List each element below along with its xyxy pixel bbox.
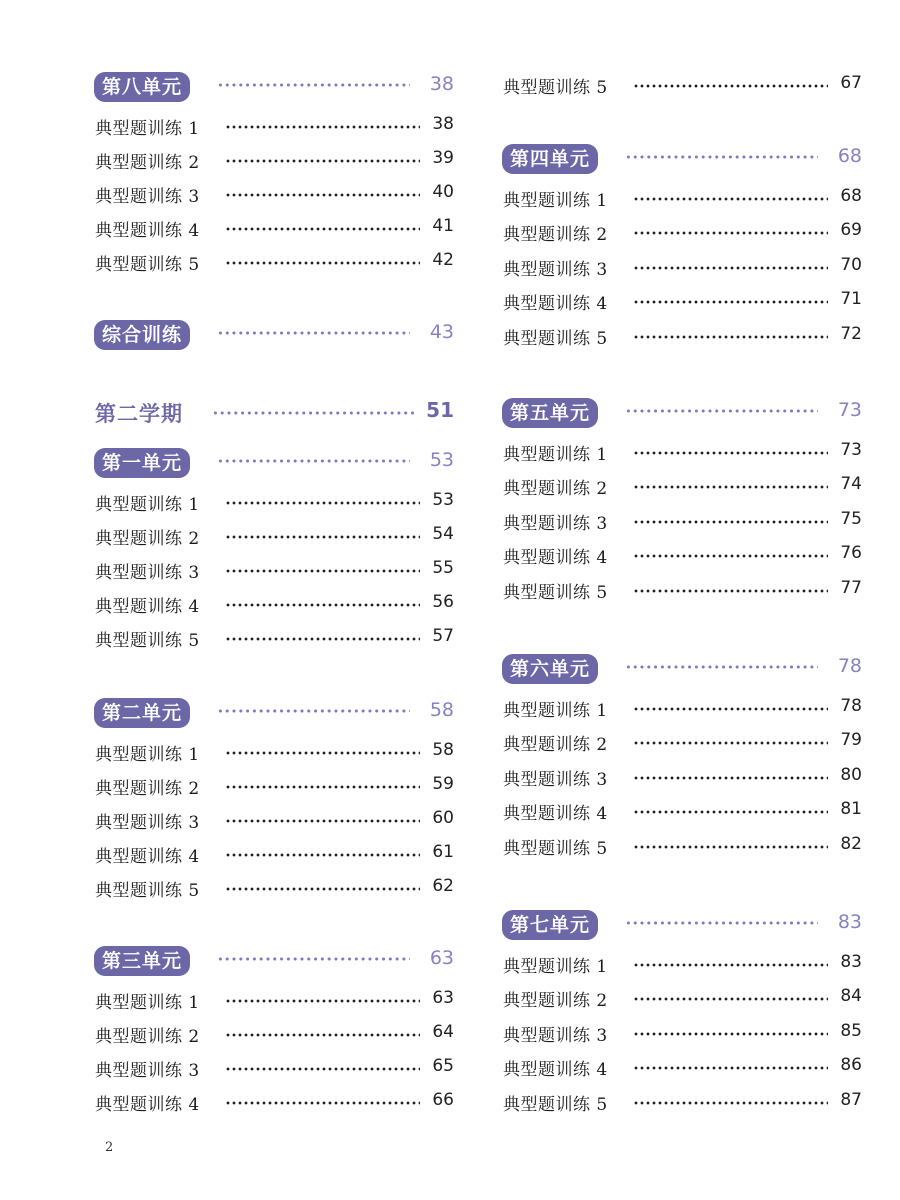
toc-entry[interactable] (92, 114, 454, 144)
entry-page-number: 83 (840, 952, 862, 972)
entry-page-number: 65 (432, 1056, 454, 1076)
toc-entry[interactable] (500, 289, 862, 319)
entry-page-number: 59 (432, 774, 454, 794)
entry-page-number: 81 (840, 799, 862, 820)
dot-leader (625, 409, 818, 413)
dot-leader (633, 776, 828, 780)
toc-entry[interactable] (92, 808, 454, 838)
dot-leader (633, 997, 828, 1001)
toc-entry[interactable] (92, 524, 454, 554)
entry-label: 典型题训练 3 (503, 259, 608, 280)
entry-label: 典型题训练 4 (503, 804, 608, 825)
entry-label: 典型题训练 5 (503, 328, 608, 349)
toc-entry[interactable] (500, 730, 862, 760)
entry-label: 典型题训练 3 (503, 769, 608, 790)
entry-label: 典型题训练 3 (95, 187, 200, 207)
dot-leader (633, 197, 828, 201)
toc-entry[interactable] (92, 250, 454, 280)
dot-leader (225, 603, 420, 607)
dot-leader (633, 554, 828, 558)
entry-page-number: 55 (432, 558, 454, 578)
entry-page-number: 80 (840, 764, 862, 785)
entry-page-number: 58 (432, 740, 454, 760)
dot-leader (212, 411, 414, 415)
entry-label: 典型题训练 2 (95, 1027, 200, 1047)
entry-page-number: 53 (432, 490, 454, 510)
entry-page-number: 63 (432, 988, 454, 1008)
dot-leader (633, 266, 828, 270)
dot-leader (225, 853, 420, 857)
unit-page-number: 43 (429, 321, 454, 343)
entry-page-number: 72 (840, 323, 862, 344)
entry-label: 典型题训练 2 (503, 479, 608, 500)
dot-leader (633, 741, 828, 745)
toc-entry[interactable] (500, 474, 862, 504)
entry-page-number: 85 (840, 1020, 862, 1041)
dot-leader (217, 957, 410, 961)
entry-label: 典型题训练 3 (503, 513, 608, 534)
dot-leader (633, 300, 828, 304)
dot-leader (633, 485, 828, 489)
entry-page-number: 84 (840, 986, 862, 1007)
entry-label: 典型题训练 2 (503, 991, 608, 1012)
entry-label: 典型题训练 1 (95, 119, 200, 139)
unit-heading[interactable] (500, 144, 862, 180)
entry-label: 典型题训练 5 (95, 255, 200, 275)
unit-heading[interactable] (92, 448, 454, 484)
toc-entry[interactable] (500, 1021, 862, 1051)
entry-page-number: 42 (432, 250, 454, 270)
dot-leader (217, 83, 410, 87)
entry-page-number: 67 (840, 73, 862, 93)
unit-page-number: 83 (837, 911, 862, 933)
dot-leader (633, 707, 828, 711)
entry-page-number: 41 (432, 216, 454, 236)
dot-leader (217, 459, 410, 463)
dot-leader (225, 637, 420, 641)
unit-page-number: 78 (837, 655, 862, 677)
entry-label: 典型题训练 4 (503, 294, 608, 315)
entry-label: 典型题训练 4 (95, 597, 200, 617)
dot-leader (625, 921, 818, 925)
dot-leader (633, 520, 828, 524)
dot-leader (217, 331, 410, 335)
entry-page-number: 66 (432, 1090, 454, 1110)
toc-entry[interactable] (500, 799, 862, 829)
unit-page-number: 53 (429, 449, 454, 471)
unit-badge: 第七单元 (502, 910, 598, 940)
toc-entry[interactable] (500, 543, 862, 573)
dot-leader (225, 159, 420, 163)
entry-label: 典型题训练 4 (95, 1095, 200, 1115)
entry-page-number: 54 (432, 524, 454, 544)
unit-badge: 第八单元 (94, 72, 190, 102)
toc-entry[interactable] (500, 578, 862, 608)
entry-label: 典型题训练 2 (95, 779, 200, 799)
entry-page-number: 74 (840, 474, 862, 495)
dot-leader (217, 709, 410, 713)
toc-entry[interactable] (92, 740, 454, 770)
entry-label: 典型题训练 3 (503, 1025, 608, 1046)
dot-leader (225, 785, 420, 789)
toc-entry[interactable] (92, 592, 454, 622)
dot-leader (225, 261, 420, 265)
page-number: 2 (105, 1140, 114, 1155)
unit-heading[interactable] (92, 72, 454, 108)
entry-label: 典型题训练 2 (95, 529, 200, 549)
entry-page-number: 61 (432, 842, 454, 862)
unit-badge: 第二单元 (94, 698, 190, 728)
toc-entry[interactable] (500, 440, 862, 470)
unit-page-number: 38 (429, 73, 454, 95)
entry-label: 典型题训练 3 (95, 1061, 200, 1081)
entry-page-number: 79 (840, 730, 862, 751)
toc-entry[interactable] (500, 186, 862, 216)
dot-leader (225, 193, 420, 197)
dot-leader (633, 1101, 828, 1105)
unit-badge: 第三单元 (94, 946, 190, 976)
dot-leader (225, 1067, 420, 1071)
toc-entry[interactable] (92, 148, 454, 178)
toc-entry[interactable] (500, 1090, 862, 1120)
entry-page-number: 56 (432, 592, 454, 612)
toc-entry[interactable] (500, 73, 862, 103)
unit-page-number: 73 (837, 399, 862, 421)
unit-page-number: 63 (429, 947, 454, 969)
toc-entry[interactable] (92, 1090, 454, 1120)
unit-badge: 第五单元 (502, 398, 598, 428)
entry-label: 典型题训练 5 (503, 582, 608, 603)
toc-entry[interactable] (500, 255, 862, 285)
term-page-number: 51 (426, 398, 454, 422)
entry-page-number: 68 (840, 186, 862, 206)
entry-label: 典型题训练 1 (503, 445, 608, 465)
dot-leader (225, 887, 420, 891)
entry-label: 典型题训练 4 (95, 847, 200, 867)
entry-page-number: 75 (840, 508, 862, 529)
dot-leader (633, 84, 828, 88)
entry-page-number: 40 (432, 182, 454, 202)
dot-leader (225, 535, 420, 539)
unit-badge: 综合训练 (94, 320, 190, 350)
unit-heading[interactable] (92, 698, 454, 734)
unit-page-number: 68 (837, 145, 862, 167)
entry-label: 典型题训练 5 (95, 881, 200, 901)
entry-page-number: 73 (840, 440, 862, 460)
unit-page-number: 58 (429, 699, 454, 721)
dot-leader (633, 810, 828, 814)
entry-label: 典型题训练 5 (503, 838, 608, 859)
dot-leader (225, 501, 420, 505)
dot-leader (633, 1066, 828, 1070)
toc-entry[interactable] (92, 626, 454, 656)
unit-heading[interactable] (500, 910, 862, 946)
toc-entry[interactable] (500, 986, 862, 1016)
toc-entry[interactable] (500, 696, 862, 726)
unit-heading[interactable] (500, 654, 862, 690)
dot-leader (633, 231, 828, 235)
entry-page-number: 38 (432, 114, 454, 134)
entry-page-number: 69 (840, 220, 862, 241)
entry-page-number: 76 (840, 543, 862, 564)
dot-leader (225, 227, 420, 231)
entry-label: 典型题训练 1 (95, 495, 200, 515)
entry-label: 典型题训练 1 (95, 745, 200, 765)
entry-page-number: 82 (840, 833, 862, 854)
entry-label: 典型题训练 4 (503, 548, 608, 569)
dot-leader (225, 1101, 420, 1105)
dot-leader (633, 845, 828, 849)
entry-page-number: 70 (840, 254, 862, 275)
entry-label: 典型题训练 5 (503, 1094, 608, 1115)
unit-badge: 第四单元 (502, 144, 598, 174)
toc-entry[interactable] (92, 988, 454, 1018)
entry-label: 典型题训练 3 (95, 563, 200, 583)
entry-label: 典型题训练 1 (95, 993, 200, 1013)
dot-leader (633, 963, 828, 967)
entry-label: 典型题训练 2 (503, 225, 608, 246)
toc-entry[interactable] (500, 220, 862, 250)
unit-heading[interactable] (92, 946, 454, 982)
dot-leader (225, 569, 420, 573)
toc-entry[interactable] (500, 765, 862, 795)
toc-entry[interactable] (92, 842, 454, 872)
unit-heading[interactable] (92, 320, 454, 356)
dot-leader (633, 1032, 828, 1036)
toc-entry[interactable] (500, 1055, 862, 1085)
toc-entry[interactable] (92, 558, 454, 588)
entry-label: 典型题训练 1 (503, 957, 608, 977)
dot-leader (225, 1033, 420, 1037)
toc-entry[interactable] (92, 216, 454, 246)
dot-leader (225, 819, 420, 823)
entry-page-number: 62 (432, 876, 454, 896)
toc-entry[interactable] (92, 182, 454, 212)
toc-entry[interactable] (92, 876, 454, 906)
term-heading (92, 398, 454, 430)
dot-leader (633, 589, 828, 593)
entry-page-number: 39 (432, 148, 454, 168)
unit-badge: 第一单元 (94, 448, 190, 478)
entry-label: 典型题训练 4 (503, 1060, 608, 1081)
toc-entry[interactable] (92, 490, 454, 520)
entry-page-number: 57 (432, 626, 454, 646)
entry-label: 典型题训练 1 (503, 191, 608, 211)
entry-page-number: 78 (840, 696, 862, 716)
entry-label: 典型题训练 4 (95, 221, 200, 241)
toc-entry[interactable] (500, 834, 862, 864)
entry-label: 典型题训练 2 (503, 735, 608, 756)
entry-page-number: 60 (432, 808, 454, 828)
entry-page-number: 87 (840, 1089, 862, 1110)
term-title: 第二学期 (95, 402, 183, 426)
entry-label: 典型题训练 3 (95, 813, 200, 833)
dot-leader (625, 665, 818, 669)
toc-entry[interactable] (500, 952, 862, 982)
dot-leader (625, 155, 818, 159)
dot-leader (225, 125, 420, 129)
entry-page-number: 71 (840, 289, 862, 310)
entry-label: 典型题训练 1 (503, 701, 608, 721)
toc-entry[interactable] (92, 1022, 454, 1052)
dot-leader (225, 999, 420, 1003)
entry-label: 典型题训练 5 (95, 631, 200, 651)
entry-page-number: 86 (840, 1055, 862, 1076)
entry-page-number: 64 (432, 1022, 454, 1042)
toc-entry[interactable] (92, 1056, 454, 1086)
dot-leader (225, 751, 420, 755)
entry-label: 典型题训练 5 (503, 78, 608, 98)
dot-leader (633, 335, 828, 339)
toc-entry[interactable] (500, 509, 862, 539)
entry-label: 典型题训练 2 (95, 153, 200, 173)
entry-page-number: 77 (840, 577, 862, 598)
toc-entry[interactable] (500, 324, 862, 354)
unit-badge: 第六单元 (502, 654, 598, 684)
toc-entry[interactable] (92, 774, 454, 804)
unit-heading[interactable] (500, 398, 862, 434)
dot-leader (633, 451, 828, 455)
